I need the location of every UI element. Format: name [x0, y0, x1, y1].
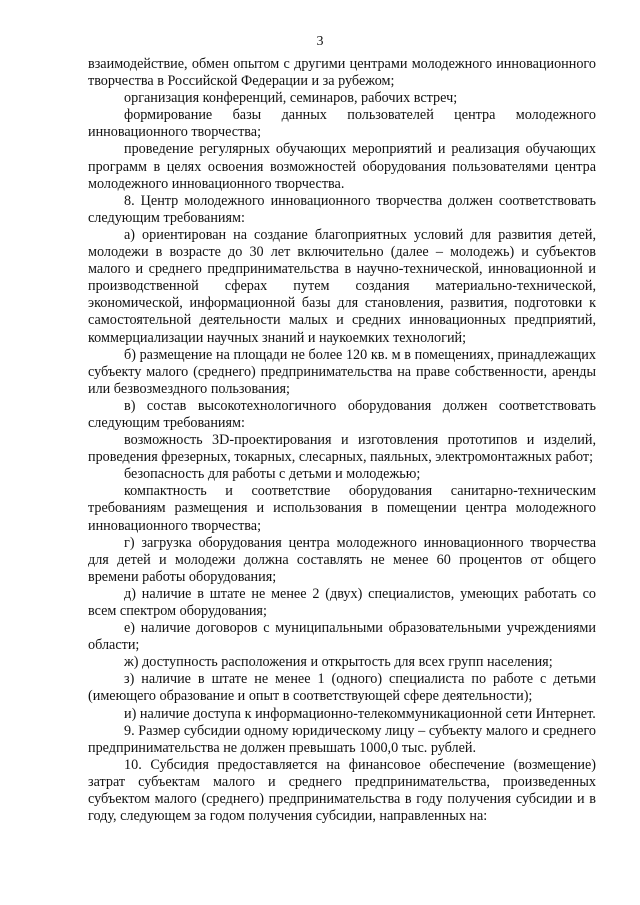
paragraph: безопасность для работы с детьми и молодежью; — [124, 466, 421, 483]
paragraph: возможность 3D-проектирования и изготовления прототипов и изделий, проведения фрезерных, токарных, слесарных, паяльных, электромонтажных работ; — [88, 432, 596, 466]
paragraph: 8. Центр молодежного инновационного творчества должен соответствовать следующим требованиям: — [88, 192, 596, 226]
paragraph: б) размещение на площади не более 120 кв. м в помещениях, принадлежащих субъекту малого (среднего) предпринимательства на праве собственности, аренды или безвозмездного пользования; — [88, 346, 596, 397]
paragraph: взаимодействие, обмен опытом с другими центрами молодежного инновационного творчества в Российской Федерации и за рубежом; — [88, 56, 596, 90]
paragraph: и) наличие доступа к информационно-телекоммуникационной сети Интернет. — [124, 705, 596, 722]
paragraph: 10. Субсидия предоставляется на финансовое обеспечение (возмещение) затрат субъектам малого и среднего предпринимательства, произведенных субъектом малого (среднего) предпринимательства в году получения субсидии и в году, следующем за годом получения субсидии, направленных на: — [88, 756, 596, 825]
paragraph: 9. Размер субсидии одному юридическому лицу – субъекту малого и среднего предпринимательства не должен превышать 1000,0 тыс. рублей. — [88, 722, 596, 756]
paragraph: з) наличие в штате не менее 1 (одного) специалиста по работе с детьми (имеющего образование и опыт в соответствующей сфере деятельности); — [88, 671, 596, 705]
page-number: 3 — [316, 34, 324, 49]
paragraph: г) загрузка оборудования центра молодежного инновационного творчества для детей и молодежи должна составлять не менее 60 процентов от общего времени работы оборудования; — [88, 534, 596, 585]
document-body — [88, 56, 596, 825]
paragraph: организация конференций, семинаров, рабочих встреч; — [124, 90, 458, 107]
paragraph: д) наличие в штате не менее 2 (двух) специалистов, умеющих работать со всем спектром оборудования; — [88, 585, 596, 619]
paragraph: а) ориентирован на создание благоприятных условий для развития детей, молодежи в возрасте до 30 лет включительно (далее – молодежь) и субъектов малого и среднего предпринимательства в научно-технической, инновационной и производственной сферах путем создания материально-технической, экономической, информационной базы для становления, развития, подготовки к самостоятельной деятельности малых и средних инновационных предприятий, коммерциализации научных знаний и наукоемких технологий; — [88, 226, 596, 346]
paragraph: в) состав высокотехнологичного оборудования должен соответствовать следующим требованиям: — [88, 397, 596, 431]
paragraph: формирование базы данных пользователей центра молодежного инновационного творчества; — [88, 107, 596, 141]
paragraph: е) наличие договоров с муниципальными образовательными учреждениями области; — [88, 620, 596, 654]
paragraph: ж) доступность расположения и открытость для всех групп населения; — [124, 654, 553, 671]
paragraph: компактность и соответствие оборудования санитарно-техническим требованиям размещения и использования в помещении центра молодежного инновационного творчества; — [88, 483, 596, 534]
paragraph: проведение регулярных обучающих мероприятий и реализация обучающих программ в целях освоения возможностей оборудования пользователями центра молодежного инновационного творчества. — [88, 141, 596, 192]
